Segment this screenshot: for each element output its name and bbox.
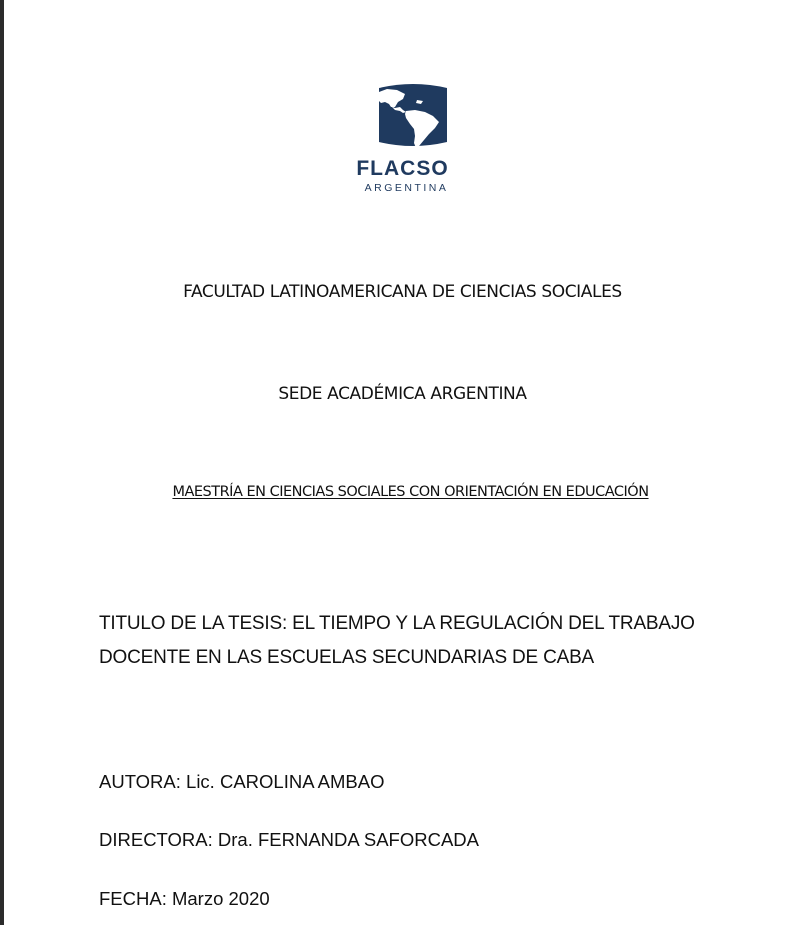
thesis-title-line-1: TITULO DE LA TESIS: EL TIEMPO Y LA REGULACIÓN DEL TRABAJO bbox=[99, 613, 695, 634]
page-left-edge bbox=[0, 0, 4, 925]
author-line: AUTORA: Lic. CAROLINA AMBAO bbox=[99, 771, 385, 792]
flacso-logo-emblem bbox=[373, 80, 453, 150]
director-line: DIRECTORA: Dra. FERNANDA SAFORCADA bbox=[99, 829, 479, 850]
logo-subtitle: ARGENTINA bbox=[364, 182, 449, 194]
program-heading: MAESTRÍA EN CIENCIAS SOCIALES CON ORIENTACIÓN EN EDUCACIÓN bbox=[172, 484, 649, 500]
seat-heading: SEDE ACADÉMICA ARGENTINA bbox=[278, 384, 527, 404]
logo-name: FLACSO bbox=[356, 157, 449, 180]
thesis-title bbox=[99, 607, 739, 675]
date-line: FECHA: Marzo 2020 bbox=[99, 888, 270, 909]
faculty-heading: FACULTAD LATINOAMERICANA DE CIENCIAS SOCIALES bbox=[183, 282, 622, 302]
thesis-title-line-2: DOCENTE EN LAS ESCUELAS SECUNDARIAS DE CABA bbox=[99, 647, 595, 668]
